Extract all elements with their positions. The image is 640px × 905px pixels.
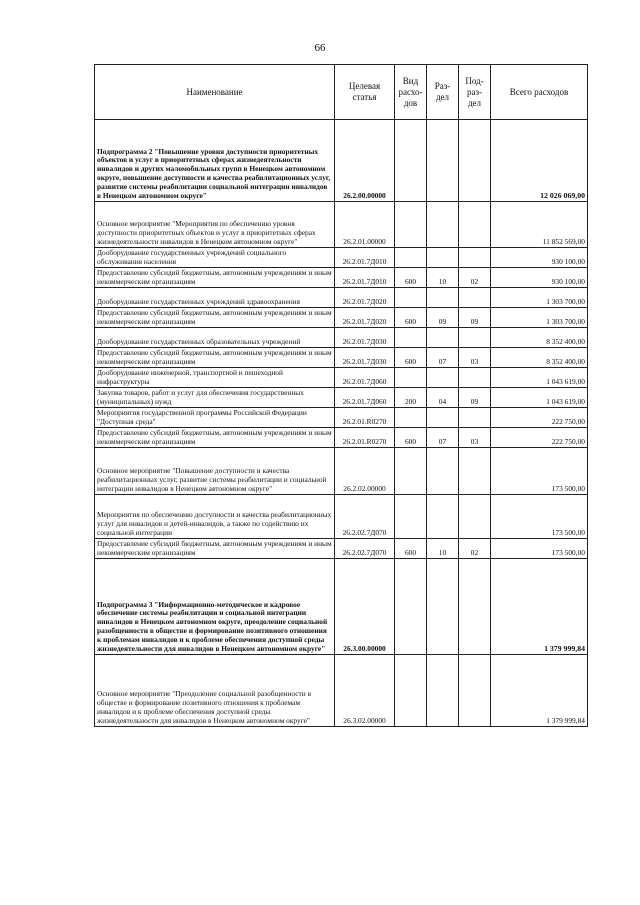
row-name: Предоставление субсидий бюджетным, автономным учреждениям и иным некоммерческим организациям: [95, 348, 335, 368]
row-section: [427, 368, 459, 388]
row-name: Дооборудование инженерной, транспортной и пешеходной инфраструктуры: [95, 368, 335, 388]
table-row: [95, 539, 588, 559]
row-section: 07: [427, 348, 459, 368]
row-section: 10: [427, 539, 459, 559]
row-total: 222 750,00: [491, 408, 588, 428]
row-total: 173 500,00: [491, 495, 588, 539]
row-total: 1 379 999,84: [491, 655, 588, 727]
table-row: [95, 202, 588, 248]
row-target-article: 26.2.01.7Д020: [335, 288, 395, 308]
row-expense-type: [395, 328, 427, 348]
row-total: 1 303 700,00: [491, 308, 588, 328]
row-section: 07: [427, 428, 459, 448]
row-name: Дооборудование государственных учреждений здравоохранения: [95, 288, 335, 308]
row-target-article: 26.2.00.00000: [335, 120, 395, 202]
row-name: Мероприятия по обеспечению доступности и качества реабилитационных услуг для инвалидов и детей-инвалидов, а также по содействию их социальной интеграции: [95, 495, 335, 539]
row-name: Предоставление субсидий бюджетным, автономным учреждениям и иным некоммерческим организациям: [95, 428, 335, 448]
row-target-article: 26.2.01.R0270: [335, 428, 395, 448]
row-expense-type: [395, 655, 427, 727]
row-target-article: 26.2.01.R0270: [335, 408, 395, 428]
row-name: Предоставление субсидий бюджетным, автономным учреждениям и иным некоммерческим организациям: [95, 539, 335, 559]
page-number: 66: [314, 42, 326, 54]
row-name: Подпрограмма 2 "Повышение уровня доступности приоритетных объектов и услуг в приоритетных сферах жизнедеятельности инвалидов и других маломобильных групп в Ненецком автономном округе, повышение доступности и качества реабилитационных услуг, развитие системы реабилитации социальной интеграции инвалидов в Ненецком автономном округе": [95, 120, 335, 202]
table-header-row: [95, 65, 588, 120]
row-subsection: [459, 120, 491, 202]
row-target-article: 26.2.01.7Д020: [335, 308, 395, 328]
row-target-article: 26.2.01.7Д010: [335, 268, 395, 288]
header-subsection: Под-раз-дел: [459, 65, 491, 120]
table-body: [95, 120, 588, 727]
row-subsection: 03: [459, 428, 491, 448]
table-row: [95, 120, 588, 202]
budget-table: [94, 64, 588, 727]
row-total: 1 303 700,00: [491, 288, 588, 308]
table-row: [95, 268, 588, 288]
row-subsection: 03: [459, 348, 491, 368]
table-row: [95, 328, 588, 348]
header-expense-type: Вид расхо-дов: [395, 65, 427, 120]
row-section: [427, 288, 459, 308]
row-expense-type: 600: [395, 428, 427, 448]
row-total: 11 852 569,00: [491, 202, 588, 248]
row-expense-type: [395, 559, 427, 655]
row-name: Основное мероприятие "Преодоление социальной разобщенности в обществе и формирование позитивного отношения к проблемам инвалидов и к проблеме обеспечения доступной среды жизнедеятельности для инвалидов в Ненецком автономном округе": [95, 655, 335, 727]
row-name: Закупка товаров, работ и услуг для обеспечения государственных (муниципальных) нужд: [95, 388, 335, 408]
row-subsection: [459, 248, 491, 268]
row-expense-type: [395, 368, 427, 388]
row-target-article: 26.2.02.7Д070: [335, 539, 395, 559]
row-expense-type: [395, 448, 427, 495]
row-target-article: 26.2.01.7Д030: [335, 328, 395, 348]
row-name: Основное мероприятие "Мероприятия по обеспечению уровня доступности приоритетных объектов и услуг в приоритетных сферах жизнедеятельности инвалидов в Ненецком автономном округе": [95, 202, 335, 248]
row-subsection: [459, 202, 491, 248]
row-section: [427, 559, 459, 655]
row-total: 1 043 619,00: [491, 368, 588, 388]
row-section: [427, 448, 459, 495]
row-total: 12 026 069,00: [491, 120, 588, 202]
row-expense-type: 600: [395, 308, 427, 328]
row-name: Подпрограмма 3 "Информационно-методическое и кадровое обеспечение системы реабилитации и социальной интеграции инвалидов в Ненецком автономном округе, преодоление социальной разобщенности в обществе и формирование позитивного отношения к проблемам инвалидов и к проблеме обеспечения доступной среды жизнедеятельности для инвалидов в Ненецком автономном округе": [95, 559, 335, 655]
row-expense-type: [395, 202, 427, 248]
row-total: 173 500,00: [491, 448, 588, 495]
row-subsection: [459, 328, 491, 348]
row-subsection: 02: [459, 268, 491, 288]
table-row: [95, 559, 588, 655]
row-expense-type: [395, 408, 427, 428]
row-total: 8 352 400,00: [491, 348, 588, 368]
row-expense-type: [395, 495, 427, 539]
table-row: [95, 495, 588, 539]
header-name: Наименование: [95, 65, 335, 120]
row-target-article: 26.2.02.7Д070: [335, 495, 395, 539]
header-total: Всего расходов: [491, 65, 588, 120]
row-section: 04: [427, 388, 459, 408]
row-section: [427, 408, 459, 428]
row-total: 1 043 619,00: [491, 388, 588, 408]
row-name: Предоставление субсидий бюджетным, автономным учреждениям и иным некоммерческим организациям: [95, 268, 335, 288]
row-expense-type: 600: [395, 268, 427, 288]
table-row: [95, 248, 588, 268]
table-row: [95, 388, 588, 408]
row-expense-type: 200: [395, 388, 427, 408]
row-target-article: 26.2.01.7Д030: [335, 348, 395, 368]
table-row: [95, 448, 588, 495]
row-target-article: 26.2.02.00000: [335, 448, 395, 495]
table-row: [95, 348, 588, 368]
row-subsection: [459, 448, 491, 495]
table-row: [95, 408, 588, 428]
row-expense-type: [395, 288, 427, 308]
row-expense-type: 600: [395, 348, 427, 368]
row-subsection: 02: [459, 539, 491, 559]
row-target-article: 26.2.01.7Д060: [335, 388, 395, 408]
row-total: 222 750,00: [491, 428, 588, 448]
row-section: [427, 655, 459, 727]
row-subsection: [459, 288, 491, 308]
row-total: 930 100,00: [491, 268, 588, 288]
row-target-article: 26.2.01.7Д010: [335, 248, 395, 268]
header-target-article: Целевая статья: [335, 65, 395, 120]
row-section: [427, 120, 459, 202]
row-subsection: 09: [459, 308, 491, 328]
row-name: Дооборудование государственных учреждений социального обслуживания населения: [95, 248, 335, 268]
row-target-article: 26.3.00.00000: [335, 559, 395, 655]
header-section: Раз-дел: [427, 65, 459, 120]
row-subsection: [459, 655, 491, 727]
row-section: 09: [427, 308, 459, 328]
row-subsection: [459, 495, 491, 539]
row-total: 930 100,00: [491, 248, 588, 268]
table-row: [95, 428, 588, 448]
row-name: Основное мероприятие "Повышение доступности и качества реабилитационных услуг, развитие системы реабилитации и социальной интеграции инвалидов в Ненецком автономном округе": [95, 448, 335, 495]
row-section: [427, 495, 459, 539]
row-section: [427, 328, 459, 348]
row-expense-type: 600: [395, 539, 427, 559]
table-row: [95, 288, 588, 308]
row-subsection: [459, 559, 491, 655]
row-name: Мероприятия государственной программы Российской Федерации "Доступная среда": [95, 408, 335, 428]
row-target-article: 26.3.02.00000: [335, 655, 395, 727]
row-expense-type: [395, 248, 427, 268]
table-row: [95, 308, 588, 328]
row-section: 10: [427, 268, 459, 288]
row-total: 173 500,00: [491, 539, 588, 559]
row-section: [427, 248, 459, 268]
row-subsection: [459, 368, 491, 388]
table-row: [95, 368, 588, 388]
row-expense-type: [395, 120, 427, 202]
table-row: [95, 655, 588, 727]
row-subsection: [459, 408, 491, 428]
row-total: 8 352 400,00: [491, 328, 588, 348]
row-name: Дооборудование государственных образовательных учреждений: [95, 328, 335, 348]
row-name: Предоставление субсидий бюджетным, автономным учреждениям и иным некоммерческим организациям: [95, 308, 335, 328]
row-target-article: 26.2.01.7Д060: [335, 368, 395, 388]
row-section: [427, 202, 459, 248]
row-total: 1 379 999,84: [491, 559, 588, 655]
row-target-article: 26.2.01.00000: [335, 202, 395, 248]
row-subsection: 09: [459, 388, 491, 408]
